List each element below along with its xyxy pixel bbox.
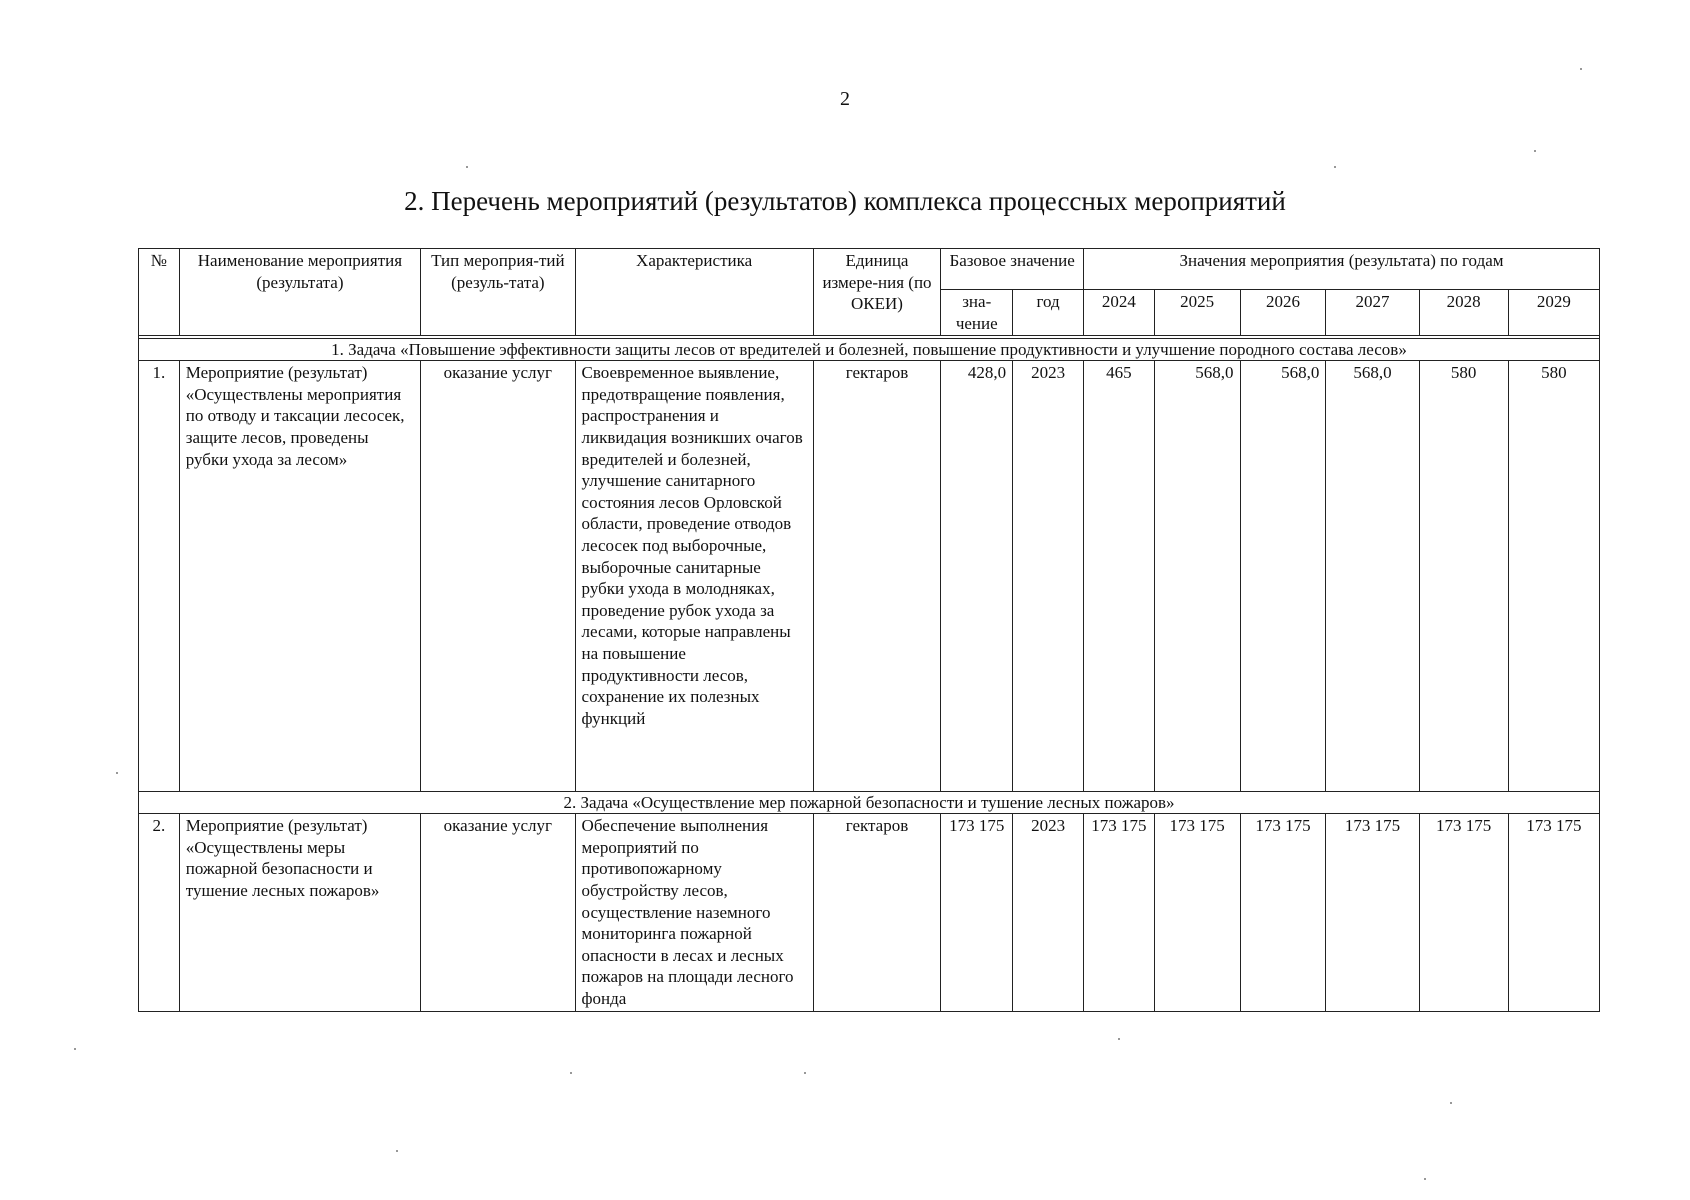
row-num: 2. bbox=[139, 814, 180, 1011]
row-name: Мероприятие (результат) «Осуществлены меры пожарной безопасности и тушение лесных пожаров» bbox=[179, 814, 420, 1011]
header-base: Базовое значение bbox=[941, 249, 1084, 290]
header-characteristic: Характеристика bbox=[575, 249, 813, 336]
header-year-2029: 2029 bbox=[1508, 290, 1599, 336]
row-value-2025: 173 175 bbox=[1154, 814, 1240, 1011]
table-row bbox=[139, 814, 1600, 1011]
scan-speck bbox=[1424, 1178, 1426, 1180]
header-unit: Единица измере-ния (по ОКЕИ) bbox=[813, 249, 941, 336]
scan-speck bbox=[116, 772, 118, 774]
row-value-2024: 173 175 bbox=[1083, 814, 1154, 1011]
header-num: № bbox=[139, 249, 180, 336]
header-year-2028: 2028 bbox=[1419, 290, 1508, 336]
header-name: Наименование мероприятия (результата) bbox=[179, 249, 420, 336]
task-row-2 bbox=[139, 792, 1600, 814]
page-number: 2 bbox=[840, 88, 850, 110]
header-year-2027: 2027 bbox=[1326, 290, 1419, 336]
header-year-2026: 2026 bbox=[1240, 290, 1326, 336]
scan-speck bbox=[1534, 150, 1536, 152]
row-base-value: 428,0 bbox=[941, 361, 1013, 792]
scan-speck bbox=[804, 1072, 806, 1074]
row-base-value: 173 175 bbox=[941, 814, 1013, 1011]
row-value-2029: 173 175 bbox=[1508, 814, 1599, 1011]
row-value-2028: 173 175 bbox=[1419, 814, 1508, 1011]
row-base-year: 2023 bbox=[1013, 361, 1084, 792]
row-value-2025: 568,0 bbox=[1154, 361, 1240, 792]
header-type: Тип мероприя-тий (резуль-тата) bbox=[421, 249, 575, 336]
row-name: Мероприятие (результат) «Осуществлены мероприятия по отводу и таксации лесосек, защите лесов, проведены рубки ухода за лесом» bbox=[179, 361, 420, 792]
row-type: оказание услуг bbox=[421, 814, 575, 1011]
header-values-by-year: Значения мероприятия (результата) по годам bbox=[1083, 249, 1599, 290]
row-value-2026: 173 175 bbox=[1240, 814, 1326, 1011]
scan-speck bbox=[570, 1072, 572, 1074]
scan-speck bbox=[1580, 68, 1582, 70]
task-title: 2. Задача «Осуществление мер пожарной безопасности и тушение лесных пожаров» bbox=[139, 792, 1600, 814]
header-base-value: зна-чение bbox=[941, 290, 1013, 336]
header-year-2025: 2025 bbox=[1154, 290, 1240, 336]
table-row bbox=[139, 361, 1600, 792]
row-characteristic: Своевременное выявление, предотвращение появления, распространения и ликвидация возникших очагов вредителей и болезней, улучшение санитарного состояния лесов Орловской области, проведение отводов лесосек под выборочные, выборочные санитарные рубки ухода в молодняках, проведение рубок ухода за лесами, которые направлены на повышение продуктивности лесов, сохранение их полезных функций bbox=[575, 361, 813, 792]
header-base-year: год bbox=[1013, 290, 1084, 336]
page-title: 2. Перечень мероприятий (результатов) комплекса процессных мероприятий bbox=[404, 186, 1286, 216]
row-value-2029: 580 bbox=[1508, 361, 1599, 792]
header-year-2024: 2024 bbox=[1083, 290, 1154, 336]
row-characteristic: Обеспечение выполнения мероприятий по противопожарному обустройству лесов, осуществление наземного мониторинга пожарной опасности в лесах и лесных пожаров на площади лесного фонда bbox=[575, 814, 813, 1011]
row-unit: гектаров bbox=[813, 814, 941, 1011]
row-num: 1. bbox=[139, 361, 180, 792]
scan-speck bbox=[1334, 166, 1336, 168]
header-row-1 bbox=[139, 249, 1600, 290]
task-row-1 bbox=[139, 339, 1600, 361]
row-value-2024: 465 bbox=[1083, 361, 1154, 792]
scan-speck bbox=[1118, 1038, 1120, 1040]
row-value-2027: 568,0 bbox=[1326, 361, 1419, 792]
row-value-2026: 568,0 bbox=[1240, 361, 1326, 792]
events-table bbox=[138, 248, 1600, 1012]
scan-speck bbox=[396, 1150, 398, 1152]
row-unit: гектаров bbox=[813, 361, 941, 792]
scan-speck bbox=[74, 1048, 76, 1050]
scan-speck bbox=[1450, 1102, 1452, 1104]
row-base-year: 2023 bbox=[1013, 814, 1084, 1011]
row-type: оказание услуг bbox=[421, 361, 575, 792]
scan-speck bbox=[466, 166, 468, 168]
task-title: 1. Задача «Повышение эффективности защиты лесов от вредителей и болезней, повышение продуктивности и улучшение породного состава лесов» bbox=[139, 339, 1600, 361]
row-value-2028: 580 bbox=[1419, 361, 1508, 792]
row-value-2027: 173 175 bbox=[1326, 814, 1419, 1011]
